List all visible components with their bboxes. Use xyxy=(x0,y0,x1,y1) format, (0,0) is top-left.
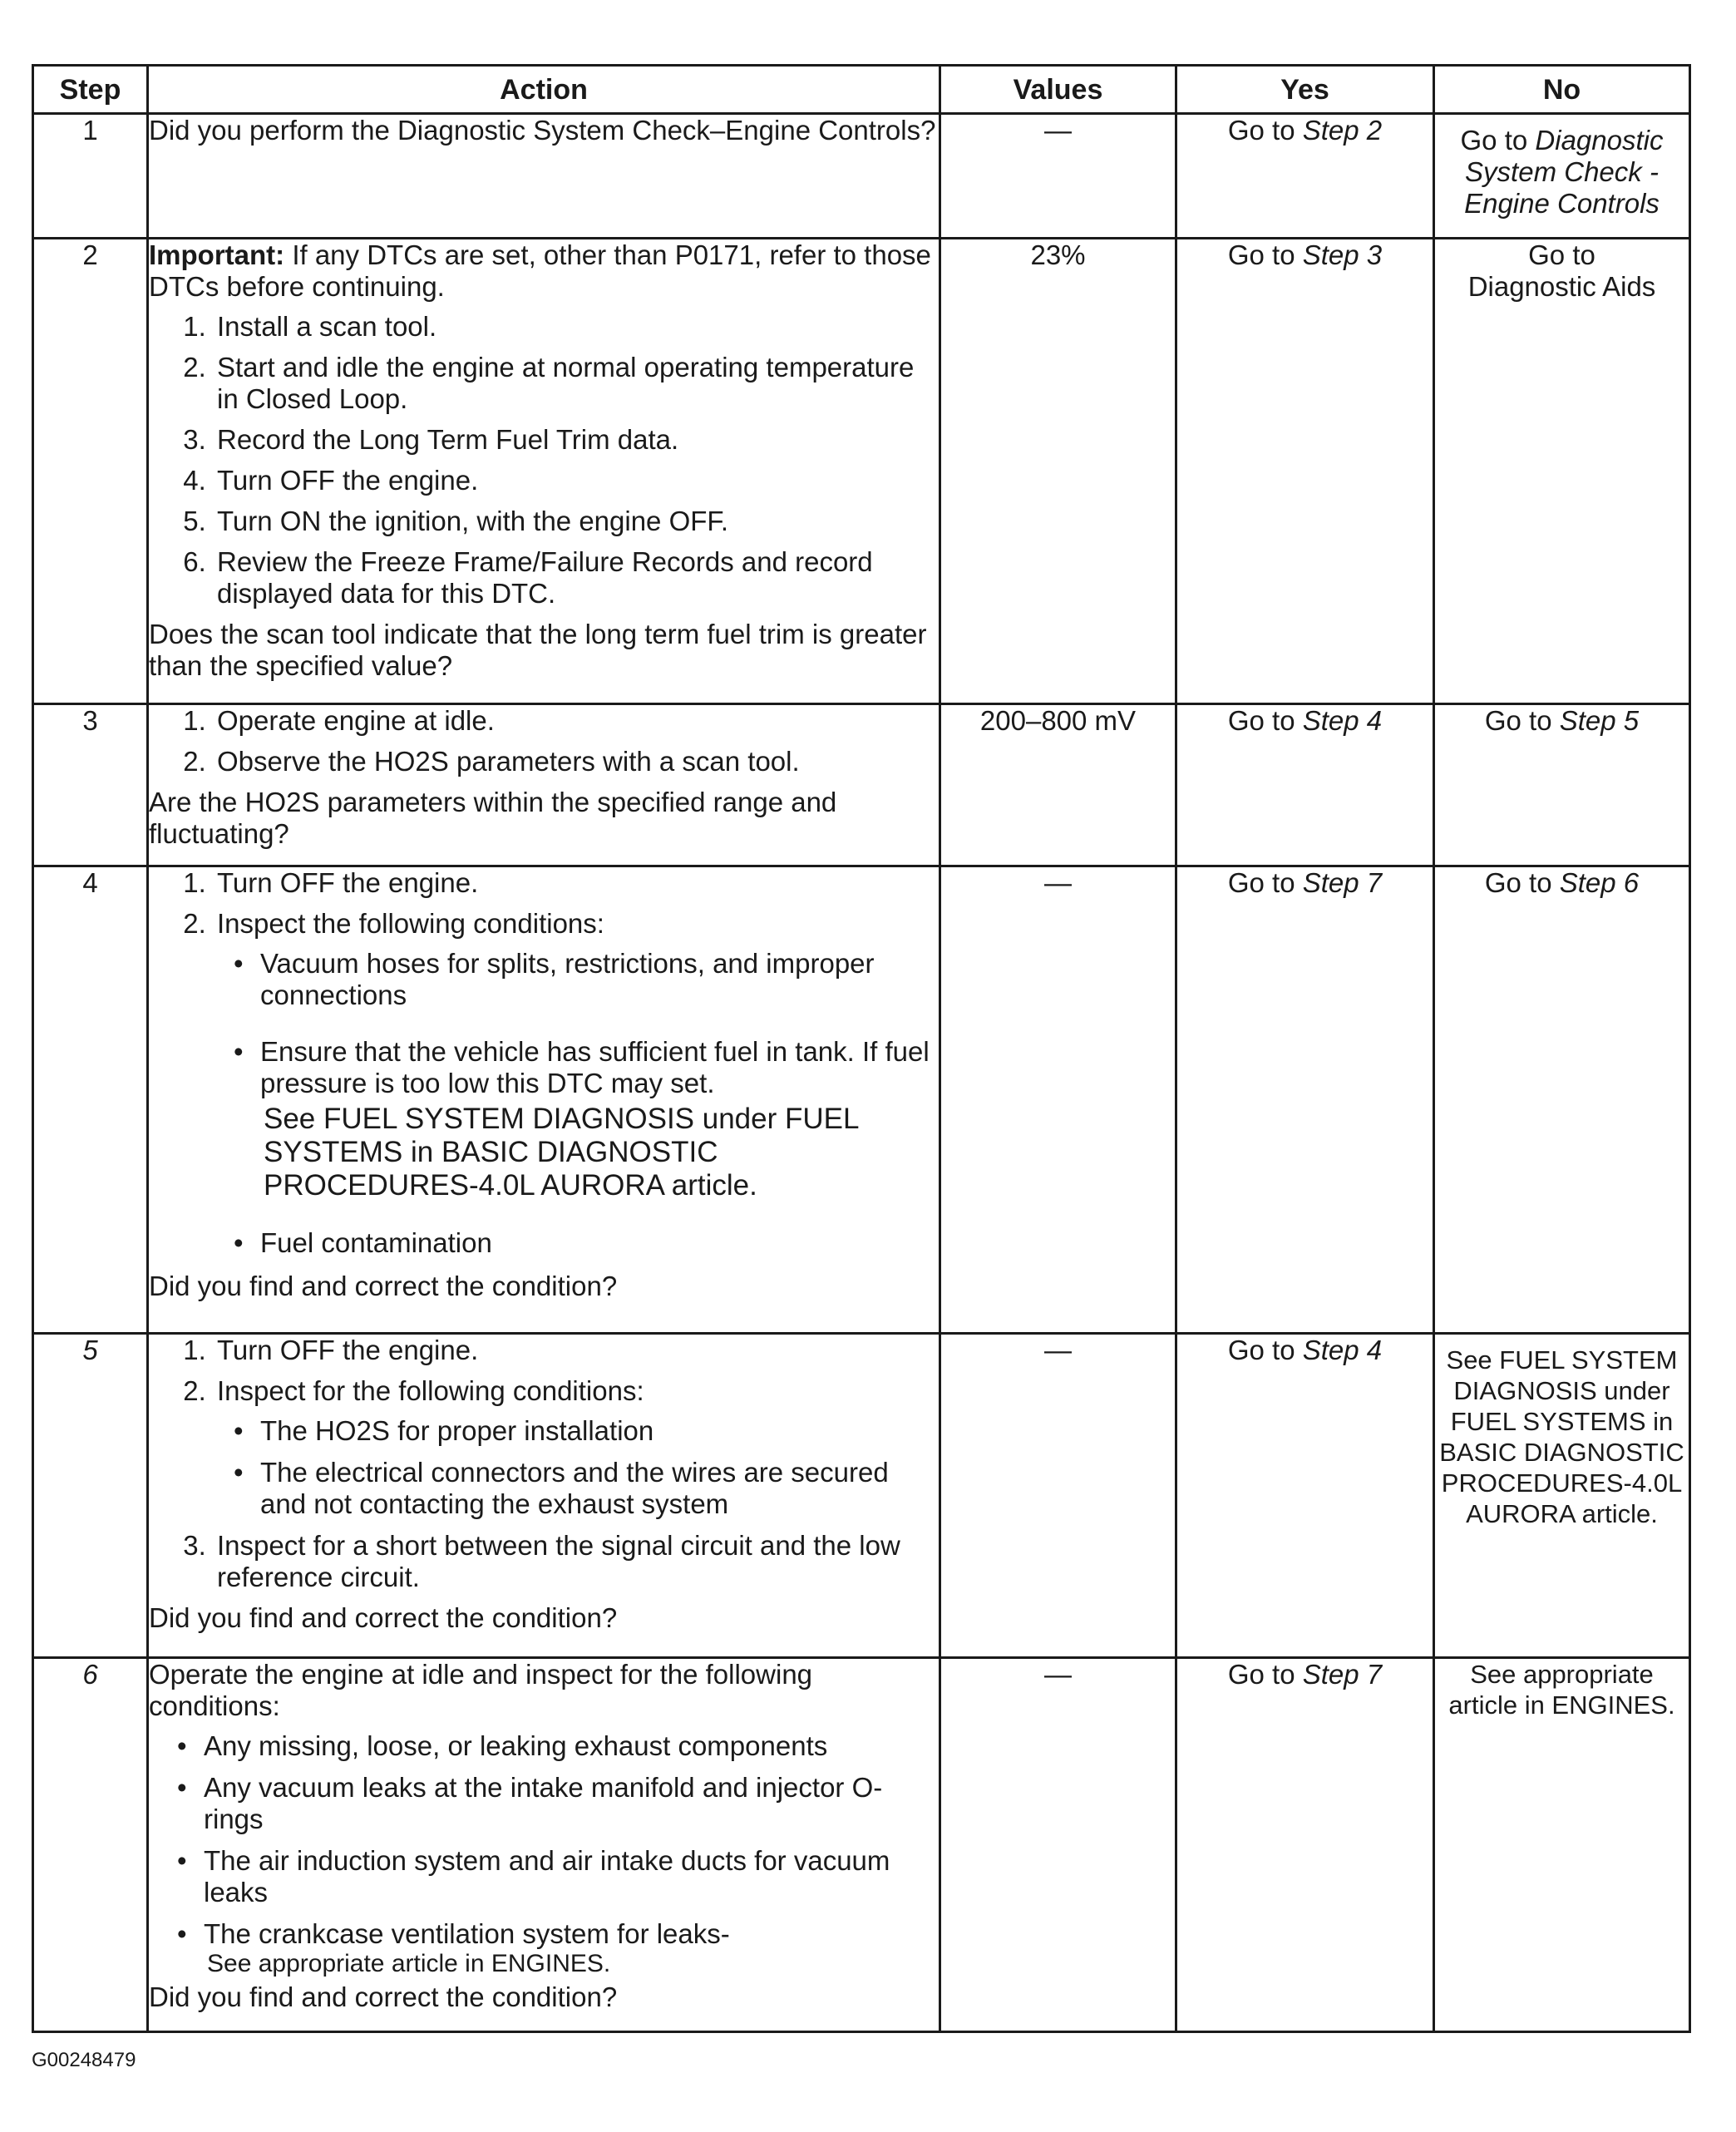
reference-note: See appropriate article in ENGINES. xyxy=(207,1950,611,1977)
goto-diagnostic-link: Diagnostic System Check - Engine Controls xyxy=(1464,125,1664,219)
condition-list xyxy=(217,948,939,1259)
goto-prefix: Go to xyxy=(1484,867,1552,898)
goto-prefix: Go to xyxy=(1484,705,1552,736)
yes-cell xyxy=(1176,114,1434,239)
procedure-list xyxy=(149,867,939,1259)
goto-step-link: Step 3 xyxy=(1302,239,1383,270)
bullet-item: • Fuel contamination xyxy=(260,1227,939,1259)
bullet-item: • Vacuum hoses for splits, restrictions, and improper connections xyxy=(260,948,939,1011)
table-row xyxy=(33,114,1690,239)
goto-step-link: Step 6 xyxy=(1559,867,1640,898)
value-cell: — xyxy=(940,1334,1176,1658)
bullet-item: • Any vacuum leaks at the intake manifold and injector O-rings xyxy=(204,1772,939,1835)
action-cell xyxy=(148,114,940,239)
bullet-item: • The air induction system and air intake ducts for vacuum leaks xyxy=(204,1845,939,1908)
goto-prefix: Go to xyxy=(1227,1335,1295,1365)
action-cell xyxy=(148,866,940,1334)
list-item: 4. Turn OFF the engine. xyxy=(214,465,939,496)
bullet-item: • The electrical connectors and the wires are secured and not contacting the exhaust system xyxy=(260,1457,939,1520)
no-cell xyxy=(1434,1658,1690,2032)
important-label: Important: xyxy=(149,239,285,270)
header-step: Step xyxy=(33,66,148,114)
goto-prefix: Go to xyxy=(1227,867,1295,898)
action-question: Are the HO2S parameters within the specified range and fluctuating? xyxy=(149,787,837,849)
table-row xyxy=(33,866,1690,1334)
list-item-text: Inspect the following conditions: xyxy=(217,908,604,939)
list-item: 3. Record the Long Term Fuel Trim data. xyxy=(214,424,939,456)
action-question: Does the scan tool indicate that the long term fuel trim is greater than the specified value? xyxy=(149,619,927,681)
procedure-list xyxy=(149,705,939,777)
list-item: 1. Turn OFF the engine. xyxy=(214,1335,939,1366)
value-cell: 200–800 mV xyxy=(940,704,1176,866)
yes-cell xyxy=(1176,866,1434,1334)
header-row xyxy=(33,66,1690,114)
list-item: 6. Review the Freeze Frame/Failure Records and record displayed data for this DTC. xyxy=(214,546,939,609)
no-cell xyxy=(1434,239,1690,704)
bullet-item: • Any missing, loose, or leaking exhaust components xyxy=(204,1730,939,1762)
goto-step-link: Step 4 xyxy=(1302,705,1383,736)
list-item: 3. Inspect for a short between the signal circuit and the low reference circuit. xyxy=(214,1530,939,1593)
list-item xyxy=(214,908,939,1259)
bullet-item xyxy=(260,1036,939,1202)
value-cell: — xyxy=(940,1658,1176,2032)
no-cell xyxy=(1434,114,1690,239)
procedure-list xyxy=(149,311,939,609)
list-item: 2. Observe the HO2S parameters with a scan tool. xyxy=(214,746,939,777)
list-item-text: Inspect for the following conditions: xyxy=(217,1375,644,1406)
figure-id: G00248479 xyxy=(32,2049,136,2071)
condition-list xyxy=(217,1415,939,1520)
list-item xyxy=(214,1375,939,1520)
action-cell xyxy=(148,704,940,866)
header-action: Action xyxy=(148,66,940,114)
goto-step-link: Step 7 xyxy=(1302,867,1383,898)
list-item: 1. Turn OFF the engine. xyxy=(214,867,939,899)
action-question: Did you find and correct the condition? xyxy=(149,1981,618,2012)
list-item: 5. Turn ON the ignition, with the engine OFF. xyxy=(214,506,939,537)
goto-diagnostic-aids: Diagnostic Aids xyxy=(1467,271,1656,302)
header-yes: Yes xyxy=(1176,66,1434,114)
action-question: Did you find and correct the condition? xyxy=(149,1271,618,1301)
list-item: 2. Start and idle the engine at normal operating temperature in Closed Loop. xyxy=(214,352,939,415)
action-cell xyxy=(148,1334,940,1658)
goto-prefix: Go to xyxy=(1528,239,1595,270)
action-question: Did you find and correct the condition? xyxy=(149,1602,618,1633)
step-number: 4 xyxy=(33,866,148,1334)
yes-cell xyxy=(1176,1334,1434,1658)
no-cell xyxy=(1434,866,1690,1334)
bullet-text: Ensure that the vehicle has sufficient fuel in tank. If fuel pressure is too low this DTC may set. xyxy=(260,1036,930,1098)
action-intro: Operate the engine at idle and inspect for the following conditions: xyxy=(149,1659,813,1721)
reference-note: See FUEL SYSTEM DIAGNOSIS under FUEL SYSTEMS in BASIC DIAGNOSTIC PROCEDURES-4.0L AURORA article. xyxy=(264,1103,859,1202)
diagnostic-table xyxy=(32,64,1691,2033)
reference-note: See FUEL SYSTEM DIAGNOSIS under FUEL SYSTEMS in BASIC DIAGNOSTIC PROCEDURES-4.0L AURORA article. xyxy=(1439,1345,1684,1528)
step-number: 6 xyxy=(33,1658,148,2032)
list-item: 1. Operate engine at idle. xyxy=(214,705,939,737)
goto-prefix: Go to xyxy=(1227,705,1295,736)
no-cell xyxy=(1434,1334,1690,1658)
goto-prefix: Go to xyxy=(1460,125,1528,155)
step-number: 3 xyxy=(33,704,148,866)
action-cell xyxy=(148,239,940,704)
goto-step-link: Step 7 xyxy=(1302,1659,1383,1690)
bullet-item: • The HO2S for proper installation xyxy=(260,1415,939,1447)
yes-cell xyxy=(1176,704,1434,866)
table-row xyxy=(33,1334,1690,1658)
goto-step-link: Step 2 xyxy=(1302,115,1383,146)
list-item: 1. Install a scan tool. xyxy=(214,311,939,343)
table-row xyxy=(33,1658,1690,2032)
table-row xyxy=(33,704,1690,866)
yes-cell xyxy=(1176,1658,1434,2032)
header-values: Values xyxy=(940,66,1176,114)
value-cell: — xyxy=(940,866,1176,1334)
step-number: 2 xyxy=(33,239,148,704)
table-row xyxy=(33,239,1690,704)
important-note xyxy=(149,239,939,303)
goto-prefix: Go to xyxy=(1227,1659,1295,1690)
bullet-text: The crankcase ventilation system for leaks- xyxy=(204,1918,730,1949)
goto-prefix: Go to xyxy=(1227,115,1295,146)
reference-note: See appropriate article in ENGINES. xyxy=(1448,1660,1675,1720)
goto-step-link: Step 5 xyxy=(1559,705,1640,736)
action-text: Did you perform the Diagnostic System Check–Engine Controls? xyxy=(149,115,936,146)
value-cell: — xyxy=(940,114,1176,239)
step-number: 1 xyxy=(33,114,148,239)
procedure-list xyxy=(149,1335,939,1593)
no-cell xyxy=(1434,704,1690,866)
header-no: No xyxy=(1434,66,1690,114)
condition-list xyxy=(149,1730,939,1978)
important-text: If any DTCs are set, other than P0171, refer to those DTCs before continuing. xyxy=(149,239,931,302)
goto-prefix: Go to xyxy=(1227,239,1295,270)
bullet-item xyxy=(204,1918,939,1978)
value-cell: 23% xyxy=(940,239,1176,704)
yes-cell xyxy=(1176,239,1434,704)
step-number: 5 xyxy=(33,1334,148,1658)
goto-step-link: Step 4 xyxy=(1302,1335,1383,1365)
action-cell xyxy=(148,1658,940,2032)
